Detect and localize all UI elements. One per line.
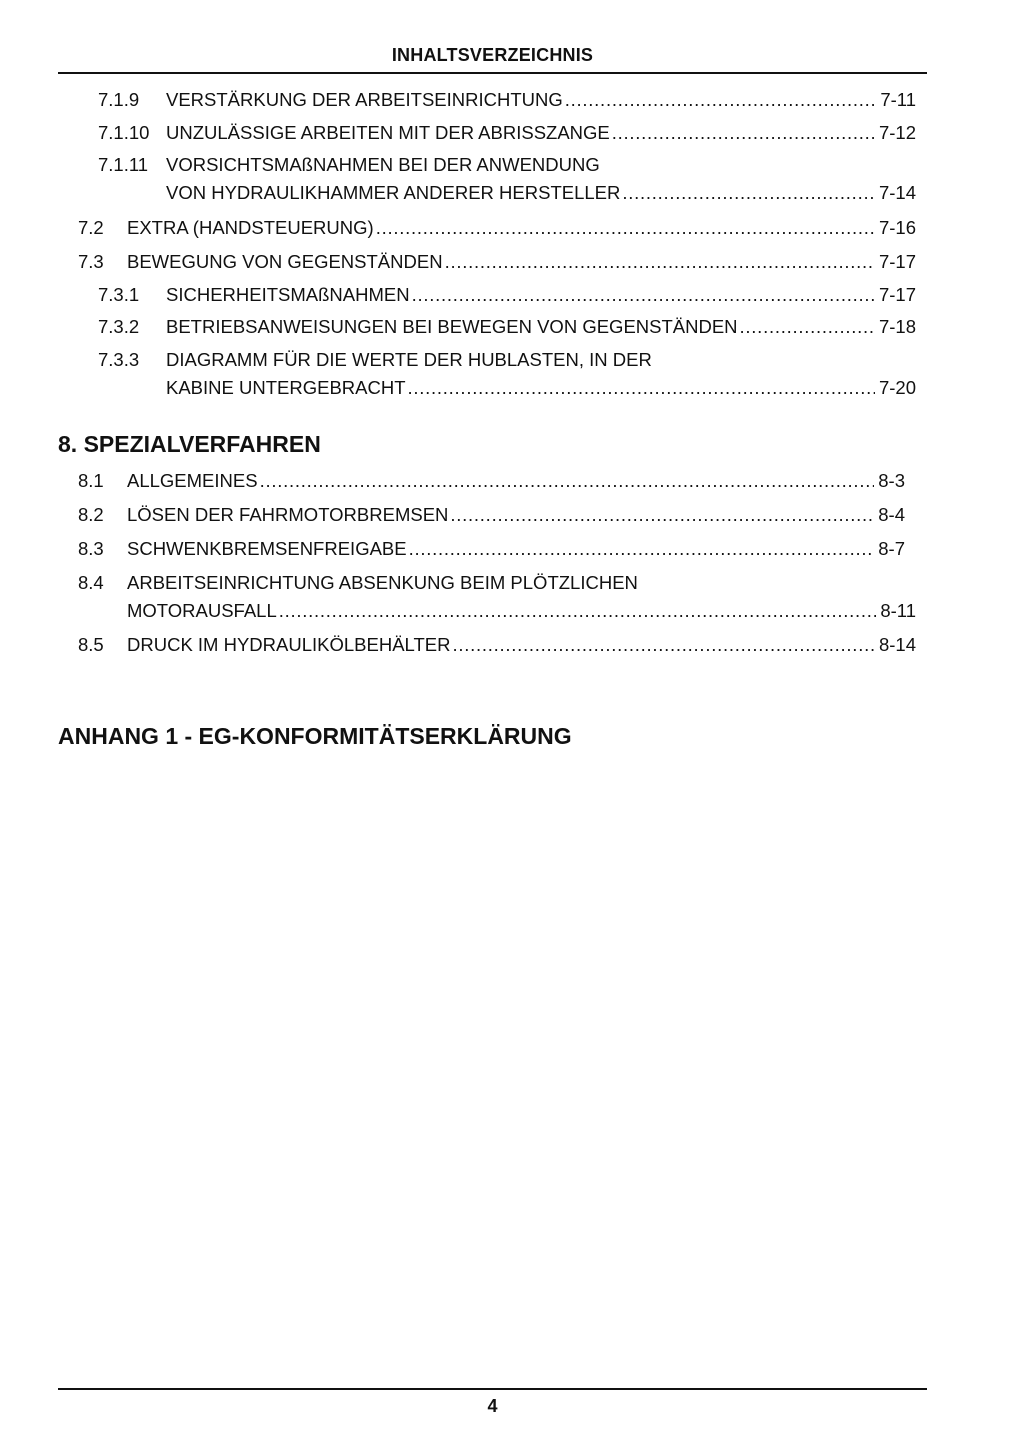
chapter-8-heading[interactable]: 8. SPEZIALVERFAHREN: [58, 431, 321, 457]
toc-entry-page: 8-3: [878, 470, 905, 491]
toc-entry-number: 8.1: [78, 470, 104, 491]
toc-entry-title: EXTRA (HANDSTEUERUNG): [127, 217, 374, 238]
dot-leader: [260, 470, 875, 492]
toc-entry-page: 7-18: [878, 316, 916, 337]
toc-entry-7-2[interactable]: [78, 217, 916, 239]
toc-entry-page: 8-11: [880, 600, 916, 621]
toc-entry-7-3[interactable]: [78, 251, 916, 273]
toc-entry-page: 7-11: [880, 89, 916, 110]
dot-leader: [408, 377, 875, 399]
toc-entry-page: 7-17: [878, 251, 916, 272]
toc-entry-number: 8.3: [78, 538, 104, 559]
dot-leader: [279, 600, 877, 622]
toc-entry-7-3-3-number: 7.3.3: [98, 349, 140, 370]
toc-entry-number: 7.3: [78, 251, 104, 272]
toc-entry-8-1[interactable]: [78, 470, 905, 492]
toc-entry-page: 7-16: [878, 217, 916, 238]
header-divider: [58, 72, 927, 74]
toc-entry-title: SCHWENKBREMSENFREIGABE: [127, 538, 407, 559]
toc-entry-number: 7.1.9: [98, 89, 140, 110]
dot-leader: [740, 316, 875, 338]
dot-leader: [409, 538, 875, 560]
toc-entry-8-4[interactable]: [127, 600, 916, 622]
toc-entry-7-3-1[interactable]: [98, 284, 916, 306]
toc-entry-number: 8.5: [78, 634, 104, 655]
toc-entry-number: 7.3.1: [98, 284, 140, 305]
toc-entry-title: VON HYDRAULIKHAMMER ANDERER HERSTELLER: [166, 182, 621, 203]
toc-entry-8-2[interactable]: [78, 504, 905, 526]
toc-entry-8-3[interactable]: [78, 538, 905, 560]
toc-entry-number: 7.2: [78, 217, 104, 238]
toc-entry-7-1-11-title-line1[interactable]: VORSICHTSMAßNAHMEN BEI DER ANWENDUNG: [166, 154, 600, 175]
page-title: INHALTSVERZEICHNIS: [391, 45, 594, 65]
toc-entry-page: 8-4: [878, 504, 905, 525]
toc-entry-8-4-number: 8.4: [78, 572, 104, 593]
toc-entry-7-1-11[interactable]: [166, 182, 916, 204]
dot-leader: [450, 504, 874, 526]
dot-leader: [612, 122, 875, 144]
toc-entry-7-1-9[interactable]: [98, 89, 916, 111]
toc-entry-title: ALLGEMEINES: [127, 470, 258, 491]
toc-entry-8-4-title-line1[interactable]: ARBEITSEINRICHTUNG ABSENKUNG BEIM PLÖTZLICHEN: [127, 572, 638, 593]
toc-entry-page: 7-14: [878, 182, 916, 203]
toc-entry-title: KABINE UNTERGEBRACHT: [166, 377, 406, 398]
toc-entry-7-3-3-title-line1[interactable]: DIAGRAMM FÜR DIE WERTE DER HUBLASTEN, IN DER: [166, 349, 652, 370]
dot-leader: [412, 284, 875, 306]
toc-entry-title: SICHERHEITSMAßNAHMEN: [166, 284, 410, 305]
toc-entry-title: UNZULÄSSIGE ARBEITEN MIT DER ABRISSZANGE: [166, 122, 610, 143]
dot-leader: [445, 251, 875, 273]
page-number: 4: [487, 1396, 498, 1416]
toc-entry-7-1-10[interactable]: [98, 122, 916, 144]
toc-entry-page: 8-14: [878, 634, 916, 655]
dot-leader: [452, 634, 874, 656]
dot-leader: [565, 89, 877, 111]
toc-entry-title: MOTORAUSFALL: [127, 600, 277, 621]
dot-leader: [622, 182, 875, 204]
toc-entry-7-3-3[interactable]: [166, 377, 916, 399]
toc-entry-page: 7-20: [878, 377, 916, 398]
toc-entry-title: LÖSEN DER FAHRMOTORBREMSEN: [127, 504, 449, 525]
toc-entry-page: 8-7: [878, 538, 905, 559]
dot-leader: [376, 217, 875, 239]
toc-entry-7-3-2[interactable]: [98, 316, 916, 338]
toc-entry-number: 7.3.2: [98, 316, 140, 337]
toc-entry-page: 7-12: [878, 122, 916, 143]
footer-divider: [58, 1388, 927, 1390]
toc-entry-7-1-11-number: 7.1.11: [98, 154, 149, 175]
toc-entry-number: 7.1.10: [98, 122, 150, 143]
toc-entry-title: BEWEGUNG VON GEGENSTÄNDEN: [127, 251, 443, 272]
toc-entry-title: BETRIEBSANWEISUNGEN BEI BEWEGEN VON GEGENSTÄNDEN: [166, 316, 738, 337]
appendix-heading[interactable]: ANHANG 1 - EG-KONFORMITÄTSERKLÄRUNG: [58, 723, 572, 749]
toc-entry-number: 8.2: [78, 504, 104, 525]
toc-entry-title: DRUCK IM HYDRAULIKÖLBEHÄLTER: [127, 634, 451, 655]
toc-entry-8-5[interactable]: [78, 634, 916, 656]
toc-entry-title: VERSTÄRKUNG DER ARBEITSEINRICHTUNG: [166, 89, 563, 110]
toc-entry-page: 7-17: [878, 284, 916, 305]
